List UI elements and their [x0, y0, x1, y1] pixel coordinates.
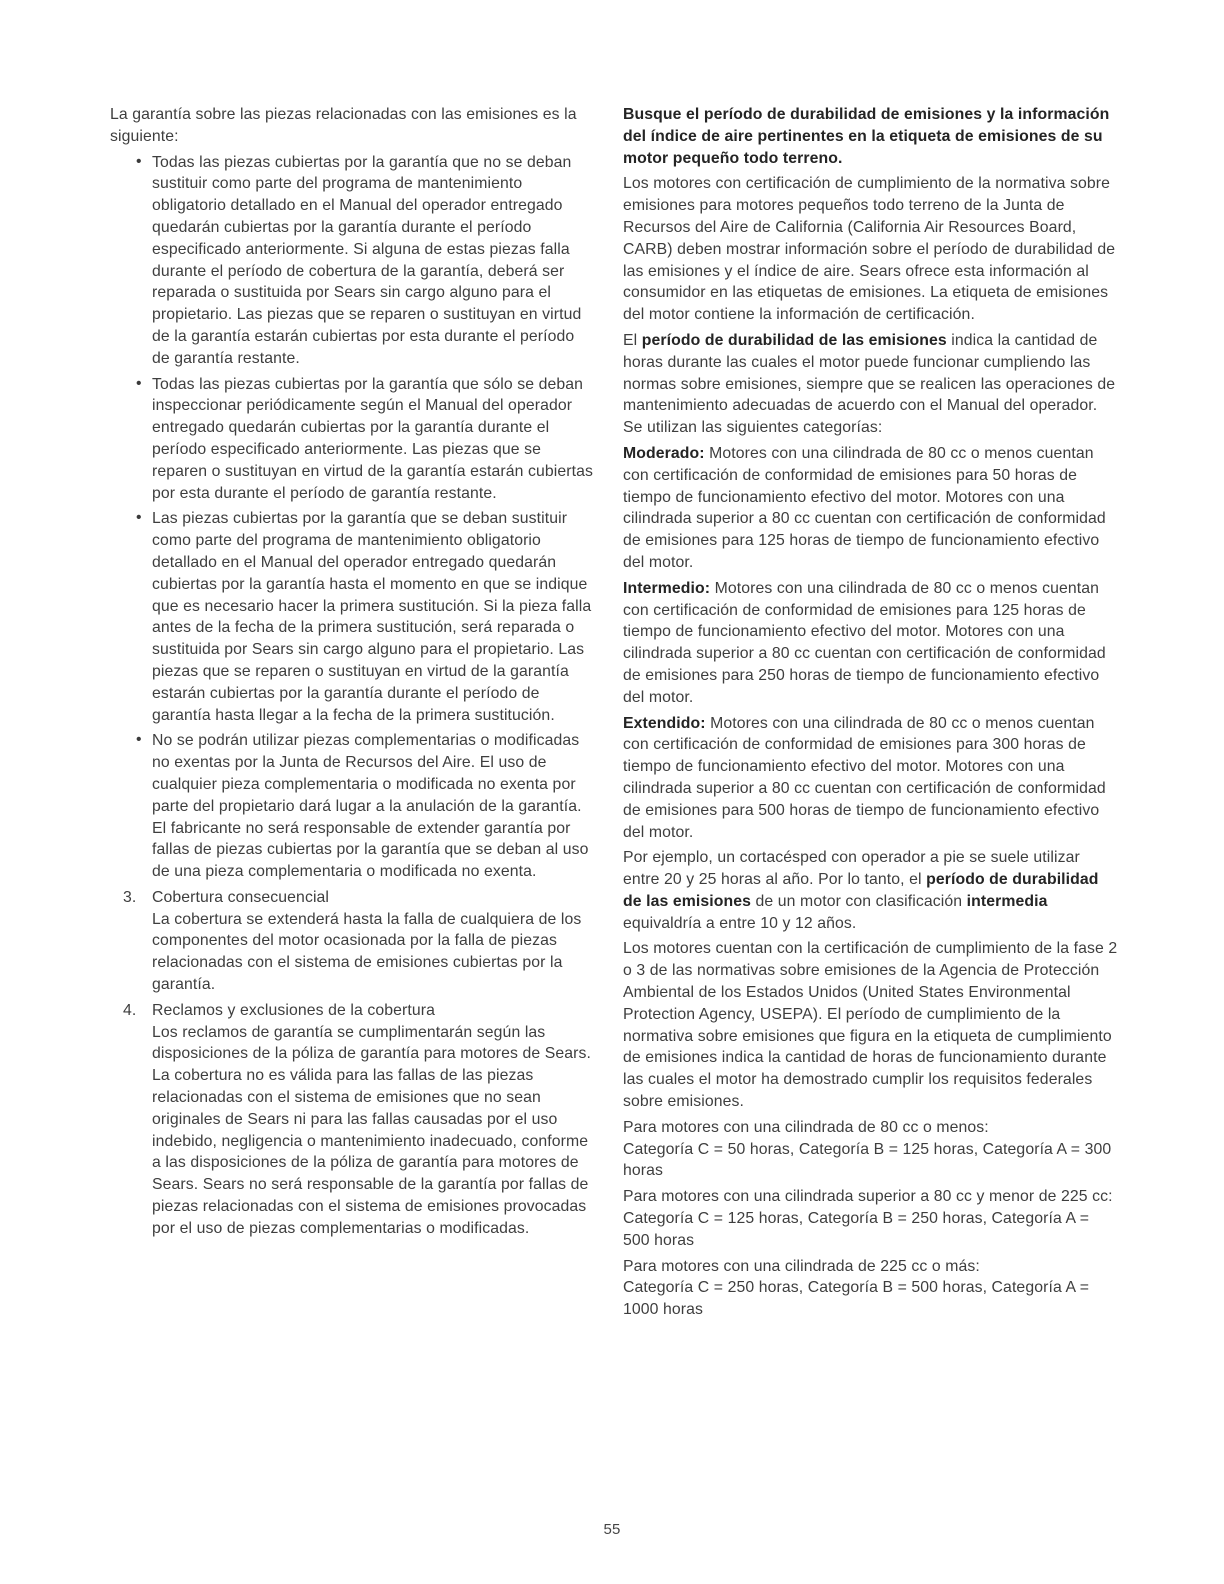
list-item: • No se podrán utilizar piezas complementarias o modificadas no exentas por la Junta de Recursos del Aire. El uso de cualquier pieza complementaria o modificada no exenta por parte del propietario dará lugar a la anulación de la garantía. El fabricante no será responsable de extender garantía por fallas de piezas cubiertas por la garantía que se deban al uso de una pieza complementaria o modificada no exenta. — [110, 730, 594, 883]
emissions-label-heading — [623, 104, 1119, 169]
moderado-category-paragraph — [623, 443, 1119, 574]
bold-text: Moderado: — [623, 444, 705, 462]
item-number: 4. — [123, 1001, 137, 1019]
list-item: • Todas las piezas cubiertas por la garantía que sólo se deban inspeccionar periódicamente según el Manual del operador entregado quedarán cubiertas por la garantía durante el período especificado anteriormente. Las piezas que se reparen o sustituyan en virtud de la garantía estarán cubiertas por esta durante el período de garantía restante. — [110, 374, 594, 505]
text: Para motores con una cilindrada de 80 cc o menos: — [623, 1118, 989, 1136]
example-paragraph — [623, 847, 1119, 934]
text: Motores con una cilindrada de 80 cc o menos cuentan con certificación de conformidad de emisiones para 125 horas de tiempo de funcionamiento efectivo del motor. Motores con una cilindrada superior a 80 cc cuentan con certificación de conformidad de emisiones para 250 horas de tiempo de funcionamiento efectivo del motor. — [623, 579, 1106, 706]
category-80cc-values — [623, 1139, 1119, 1183]
text: equivaldría a entre 10 y 12 años. — [623, 914, 857, 932]
category-80-225cc-label — [623, 1186, 1119, 1208]
text: Motores con una cilindrada de 80 cc o menos cuentan con certificación de conformidad de emisiones para 50 horas de tiempo de funcionamiento efectivo del motor. Motores con una cilindrada superior a 80 cc cuentan con certificación de conformidad de emisiones para 125 horas de tiempo de funcionamiento efectivo del motor. — [623, 444, 1106, 571]
item-body: Los reclamos de garantía se cumplimentarán según las disposiciones de la póliza de garantía para motores de Sears. La cobertura no es válida para las fallas de las piezas relacionadas con el sistema de emisiones que no sean originales de Sears ni para las fallas causadas por el uso indebido, negligencia o mantenimiento inadecuado, conforme a las disposiciones de la póliza de garantía para motores de Sears. Sears no será responsable de la garantía por fallas de piezas relacionadas con el sistema de emisiones provocadas por el uso de piezas complementarias o modificadas. — [152, 1023, 592, 1237]
text: Motores con una cilindrada de 80 cc o menos cuentan con certificación de conformidad de emisiones para 300 horas de tiempo de funcionamiento efectivo del motor. Motores con una cilindrada superior a 80 cc cuentan con certificación de conformidad de emisiones para 500 horas de tiempo de funcionamiento efectivo del motor. — [623, 714, 1106, 841]
bold-text: Extendido: — [623, 714, 706, 732]
intro-paragraph: La garantía sobre las piezas relacionadas con las emisiones es la siguiente: — [110, 106, 577, 145]
intermedio-category-paragraph — [623, 578, 1119, 709]
text: Categoría C = 125 horas, Categoría B = 250 horas, Categoría A = 500 horas — [623, 1210, 1090, 1249]
bold-text: período de durabilidad de las emisiones — [623, 871, 1099, 910]
bold-text: Intermedio: — [623, 579, 711, 597]
numbered-items — [110, 887, 594, 1240]
extendido-category-paragraph — [623, 713, 1119, 844]
list-item: • Todas las piezas cubiertas por la garantía que no se deban sustituir como parte del programa de mantenimiento obligatorio detallado en el Manual del operador entregado quedarán cubiertas por la garantía durante el período especificado anteriormente. Si alguna de estas piezas falla durante el período de cobertura de la garantía, deberá ser reparada o sustituida por Sears sin cargo alguno para el propietario. Las piezas que se reparen o sustituyan en virtud de la garantía estarán cubiertas por esta durante el período de garantía restante. — [110, 152, 594, 370]
emission-parts-list — [110, 152, 594, 883]
category-80cc-label — [623, 1117, 1119, 1139]
text: Para motores con una cilindrada de 225 cc o más: — [623, 1257, 980, 1275]
bold-text: Busque el período de durabilidad de emisiones y la información del índice de aire pertinentes en la etiqueta de emisiones de su motor pequeño todo terreno. — [623, 106, 1110, 167]
numbered-item — [110, 887, 594, 996]
carb-certification-paragraph — [623, 173, 1119, 326]
text: Para motores con una cilindrada superior a 80 cc y menor de 225 cc: — [623, 1188, 1113, 1206]
bold-text: intermedia — [966, 892, 1048, 910]
durability-period-paragraph — [623, 330, 1119, 439]
text: Por ejemplo, un cortacésped con operador a pie se suele utilizar entre 20 y 25 horas al año. Por lo tanto, el — [623, 849, 1080, 889]
bold-text: período de durabilidad de las emisiones — [641, 331, 947, 349]
text: Categoría C = 50 horas, Categoría B = 125 horas, Categoría A = 300 horas — [623, 1140, 1112, 1180]
item-number: 3. — [123, 888, 137, 906]
category-225cc-values — [623, 1277, 1119, 1321]
left-column — [110, 104, 594, 1240]
text: Categoría C = 250 horas, Categoría B = 500 horas, Categoría A = 1000 horas — [623, 1279, 1090, 1319]
text: El — [623, 331, 642, 349]
list-item: • Las piezas cubiertas por la garantía que se deban sustituir como parte del programa de mantenimiento obligatorio detallado en el Manual del operador entregado quedarán cubiertas por la garantía hasta el momento en que se indique que es necesario hacer la primera sustitución. Si la pieza falla antes de la fecha de la primera sustitución, será reparada o sustituida por Sears sin cargo alguno para el propietario. Las piezas que se reparen o sustituyan en virtud de la garantía estarán cubiertas por la garantía durante el período de garantía hasta llegar a la fecha de la primera sustitución. — [110, 508, 594, 726]
text: indica la cantidad de horas durante las cuales el motor puede funcionar cumpliendo las normas sobre emisiones, siempre que se realicen las operaciones de mantenimiento adecuadas de acuerdo con el Manual del operador. Se utilizan las siguientes categorías: — [623, 331, 1116, 437]
category-80-225cc-values — [623, 1208, 1119, 1252]
item-title: Reclamos y exclusiones de la cobertura — [152, 1001, 436, 1019]
item-title: Cobertura consecuencial — [152, 888, 330, 906]
category-225cc-label — [623, 1256, 1119, 1278]
text: de un motor con clasificación — [751, 892, 967, 910]
numbered-item — [110, 1000, 594, 1240]
page-number: 55 — [603, 1521, 621, 1538]
usepa-paragraph — [623, 938, 1119, 1112]
text: Los motores cuentan con la certificación de cumplimiento de la fase 2 o 3 de las normativas sobre emisiones de la Agencia de Protección Ambiental de los Estados Unidos (United States Environmental Protection Agency, USEPA). El período de cumplimiento de la normativa sobre emisiones que figura en la etiqueta de cumplimiento de emisiones indica la cantidad de horas de funcionamiento durante las cuales el motor ha demostrado cumplir los requisitos federales sobre emisiones. — [623, 940, 1118, 1111]
text: Los motores con certificación de cumplimiento de la normativa sobre emisiones para motores pequeños todo terreno de la Junta de Recursos del Aire de California (California Air Resources Board, CARB) deben mostrar información sobre el período de durabilidad de las emisiones y el índice de aire. Sears ofrece esta información al consumidor en las etiquetas de emisiones. La etiqueta de emisiones del motor contiene la información de certificación. — [623, 175, 1116, 324]
item-body: La cobertura se extenderá hasta la falla de cualquiera de los componentes del motor ocasionada por la falla de piezas relacionadas con el sistema de emisiones cubiertas por la garantía. — [152, 910, 582, 994]
right-column — [623, 104, 1119, 1321]
